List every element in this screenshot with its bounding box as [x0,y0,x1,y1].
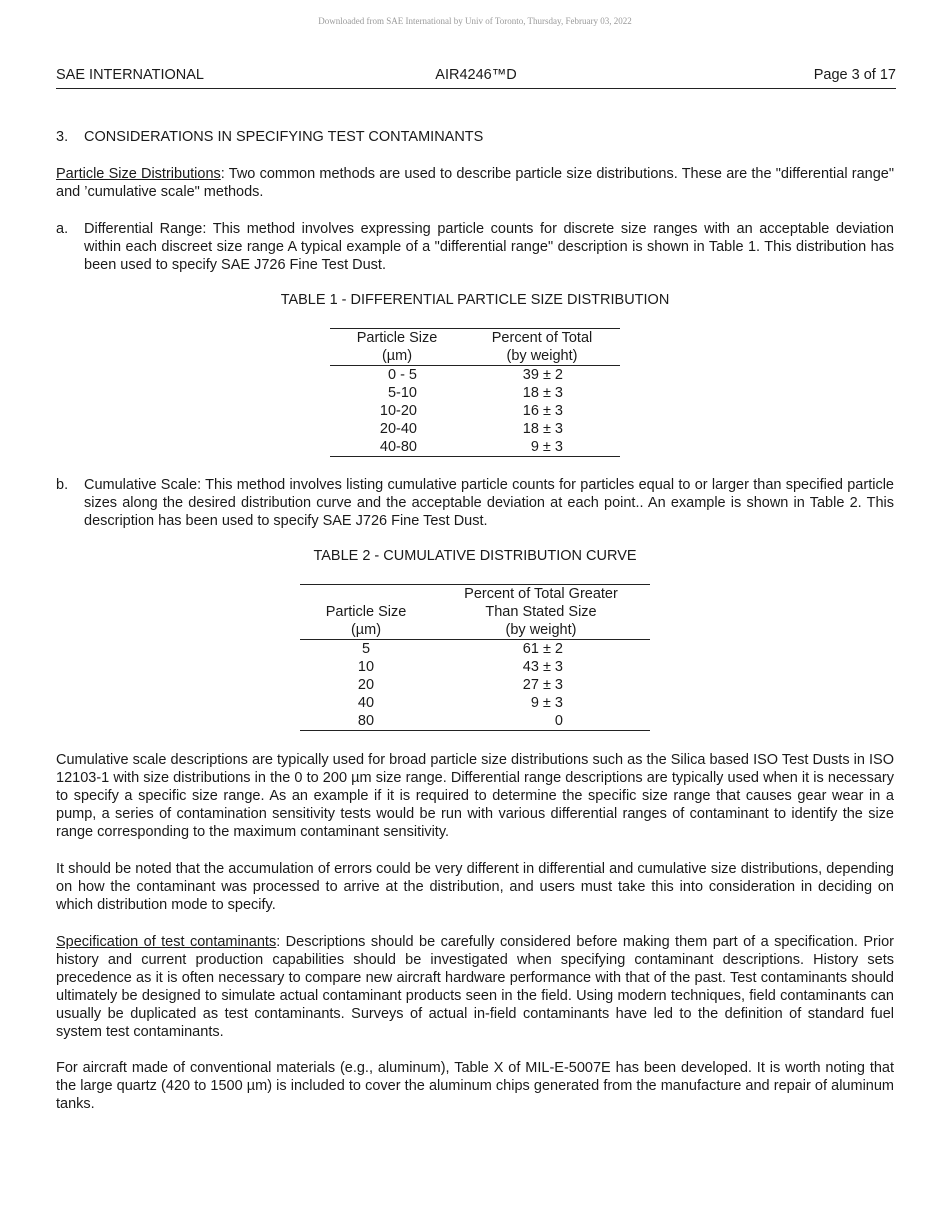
table1-header-cell: (by weight) [464,347,620,366]
table2-header-row [300,621,650,640]
table-cell: 10 [357,659,375,675]
list-item-a-text: Differential Range: This method involves expressing particle counts for discrete size ranges with an acceptable deviation within each discreet size range A typical example of a "differential range" description is shown in Table 1. This distribution has been used to specify SAE J726 Fine Test Dust. [84,221,894,273]
intro-term: Particle Size Distributions [56,166,221,182]
table2-title: TABLE 2 - CUMULATIVE DISTRIBUTION CURVE [313,548,637,564]
table2-header-row [300,603,650,621]
section-number: 3. [56,129,69,145]
document-number: AIR4246™D [435,67,517,83]
table-row [300,712,650,731]
table-cell: 5 [361,641,371,657]
table2-header-cell: Percent of Total Greater [432,585,650,604]
table-row [330,420,620,438]
paragraph-accumulation-errors: It should be noted that the accumulation of errors could be very different in differential and cumulative size distributions, depending on how the contaminant was processed to arrive at the distribution, and users must take this into consideration in deciding on which distribution mode to specify. [56,861,894,913]
table-row [300,658,650,676]
table2-header-cell: Than Stated Size [485,604,597,620]
table1-header-cell: Particle Size [330,329,464,348]
table-row [300,676,650,694]
paragraph-aircraft-materials: For aircraft made of conventional materials (e.g., aluminum), Table X of MIL-E-5007E has been developed. It is worth noting that the large quartz (420 to 1500 µm) is included to cover the aluminum chips generated from the manufacture and repair of aluminum tanks. [56,1060,894,1112]
table2-header-cell [300,585,432,604]
table1 [330,328,620,457]
table-cell: 18 ± 3 [522,385,563,401]
table1-header-row [330,347,620,366]
list-item-b-text: Cumulative Scale: This method involves listing cumulative particle counts for particles equal to or larger than specified particle sizes along the desired distribution curve and the acceptable deviation at each point.. An example is shown in Table 2. This description has been used to specify SAE J726 Fine Test Dust. [84,477,894,529]
table-cell: 9 ± 3 [464,438,620,457]
section-heading [56,129,483,145]
table-cell: 27 ± 3 [522,677,563,693]
table2-header-row [300,585,650,604]
intro-paragraph [56,165,894,201]
page-number: Page 3 of 17 [813,67,896,83]
page-header [56,67,896,89]
spec-term: Specification of test contaminants [56,934,277,950]
publisher-name: SAE INTERNATIONAL [56,67,204,83]
table-cell: 5-10 [387,385,417,401]
table2-header-cell: Particle Size [325,604,407,620]
table1-title: TABLE 1 - DIFFERENTIAL PARTICLE SIZE DISTRIBUTION [280,292,670,308]
table-cell: 16 ± 3 [522,403,563,419]
table-cell: 61 ± 2 [522,641,563,657]
table-cell: 10-20 [379,403,417,419]
list-item-a [56,220,894,274]
table2 [300,584,650,731]
table-cell: 9 ± 3 [530,695,563,711]
table-row [330,438,620,457]
table1-header-row [330,329,620,348]
table-cell: 0 [432,712,650,731]
intro-text: : Two common methods are used to describe particle size distributions. These are the "differential range" and ’cumulative scale" methods. [56,166,894,200]
table-row [330,384,620,402]
table-row [330,402,620,420]
paragraph-cumulative-vs-differential: Cumulative scale descriptions are typically used for broad particle size distributions such as the Silica based ISO Test Dusts in ISO 12103-1 with size distributions in the 0 to 200 µm size range. Differential range descriptions are typically used when it is necessary to specify a specific size range. As an example if it is required to determine the specific size range that causes gear wear in a pump, a series of contamination sensitivity tests would be run with various differential ranges of contaminant to identify the size range corresponding to the maximum contaminant sensitivity. [56,752,894,840]
table-cell: 40-80 [330,438,464,457]
table-cell: 43 ± 3 [522,659,563,675]
table-cell: 18 ± 3 [522,421,563,437]
table2-header-cell: (by weight) [432,621,650,640]
list-marker-b: b. [56,477,69,493]
table-cell: 40 [357,695,375,711]
table1-header-cell: Percent of Total [464,329,620,348]
list-marker-a: a. [56,221,69,237]
table1-header-cell: (µm) [330,347,464,366]
table-row [300,694,650,712]
table-cell: 39 ± 2 [522,367,563,383]
list-item-b [56,476,894,530]
table-cell: 0 - 5 [387,367,417,383]
table-cell: 20-40 [379,421,417,437]
section-title: CONSIDERATIONS IN SPECIFYING TEST CONTAMINANTS [84,129,484,145]
table2-header-cell: (µm) [300,621,432,640]
spec-text: : Descriptions should be carefully considered before making them part of a specification. Prior history and current production capabilities should be investigated when specifying contaminant descriptions. History sets precedence as it is often necessary to compare new aircraft hardware performance with that of the past. Test contaminants should ultimately be designed to simulate actual contaminant products seen in the field. Using modern techniques, field contaminants can usually be duplicated as test contaminants. Surveys of actual in-field contaminants have led to the definition of standard fuel system test contaminants. [56,934,894,1040]
table-cell: 80 [300,712,432,731]
table-cell: 20 [357,677,375,693]
table-row [300,640,650,659]
table-row [330,366,620,385]
download-watermark: Downloaded from SAE International by Univ of Toronto, Thursday, February 03, 2022 [318,16,632,26]
paragraph-test-contaminant-spec [56,933,894,1041]
